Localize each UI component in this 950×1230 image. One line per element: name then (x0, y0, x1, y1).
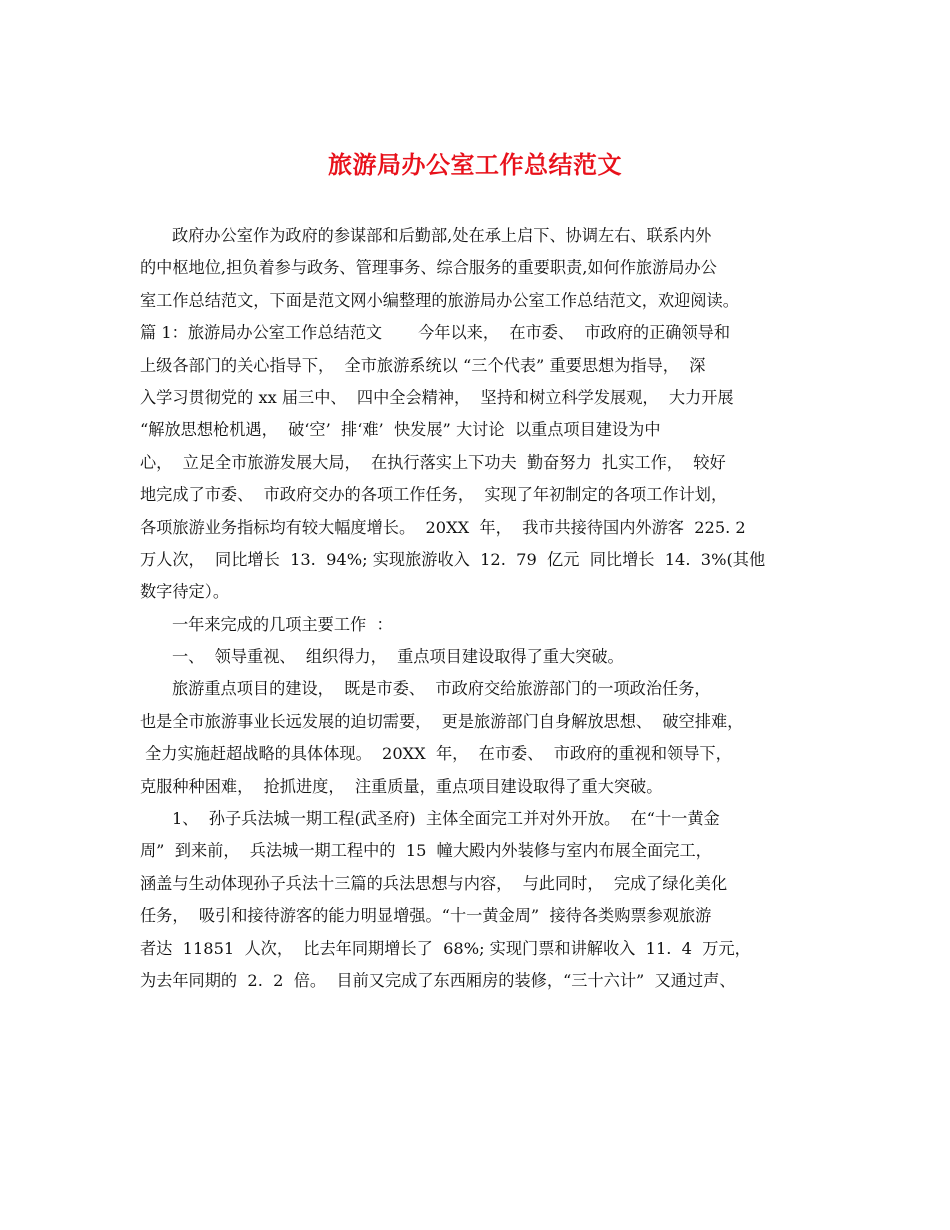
text-line: 室工作总结范文，下面是范文网小编整理的旅游局办公室工作总结范文，欢迎阅读。 (140, 290, 739, 310)
text-line: 政府办公室作为政府的参谋部和后勤部,处在承上启下、协调左右、联系内外 (172, 226, 712, 245)
text-line: “解放思想枪机遇， 破‘空’ 排‘难’ 快发展” 大讨论 以重点项目建设为中 (140, 420, 661, 440)
text-line: 一、 领导重视、 组织得力， 重点项目建设取得了重大突破。 (172, 647, 624, 667)
text-line: 入学习贯彻党的 xx 届三中、 四中全会精神， 坚持和树立科学发展观， 大力开展 (140, 387, 734, 407)
text-line: 万人次， 同比增长 13. 94%; 实现旅游收入 12. 79 亿元 同比增长 14. 3%(其他 (140, 549, 766, 569)
text-line: 为去年同期的 2. 2 倍。 目前又完成了东西厢房的装修，“三十六计” 又通过声、 (140, 970, 736, 990)
text-line: 地完成了市委、 市政府交办的各项工作任务， 实现了年初制定的各项工作计划， (140, 485, 728, 505)
text-line: 的中枢地位,担负着参与政务、管理事务、综合服务的重要职责,如何作旅游局办公 (140, 258, 717, 278)
document-body (140, 220, 830, 997)
text-line: 涵盖与生动体现孙子兵法十三篇的兵法思想与内容， 与此同时， 完成了绿化美化 (140, 873, 728, 893)
text-line: 一年来完成的几项主要工作 ： (172, 614, 393, 634)
text-line: 心， 立足全市旅游发展大局， 在执行落实上下功夫 勤奋努力 扎实工作， 较好 (140, 452, 726, 472)
text-line: 任务， 吸引和接待游客的能力明显增强。“十一黄金周” 接待各类购票参观旅游 (140, 906, 712, 926)
text-line: 各项旅游业务指标均有较大幅度增长。 20XX 年， 我市共接待国内外游客 225. 2 (140, 517, 746, 537)
text-line: 者达 11851 人次， 比去年同期增长了 68%; 实现门票和讲解收入 11. 4 万元， (140, 938, 751, 958)
text-line: 克服种种困难， 抢抓进度， 注重质量，重点项目建设取得了重大突破。 (140, 776, 663, 796)
text-line: 1、 孙子兵法城一期工程(武圣府) 主体全面完工并对外开放。 在“十一黄金 (172, 809, 720, 829)
text-line: 周” 到来前， 兵法城一期工程中的 15 幢大殿内外装修与室内布展全面完工， (140, 841, 712, 861)
text-line: 数字待定）。 (140, 582, 230, 602)
text-line: 全力实施赶超战略的具体体现。 20XX 年， 在市委、 市政府的重视和领导下， (140, 744, 732, 764)
text-line: 也是全市旅游事业长远发展的迫切需要， 更是旅游部门自身解放思想、 破空排难， (140, 711, 744, 731)
text-line: 旅游重点项目的建设， 既是市委、 市政府交给旅游部门的一项政治任务， (172, 679, 711, 699)
text-line: 上级各部门的关心指导下， 全市旅游系统以 “三个代表” 重要思想为指导， 深 (140, 355, 706, 375)
document-title: 旅游局办公室工作总结范文 (328, 150, 622, 179)
text-line: 篇 1：旅游局办公室工作总结范文 今年以来， 在市委、 市政府的正确领导和 (140, 323, 731, 343)
